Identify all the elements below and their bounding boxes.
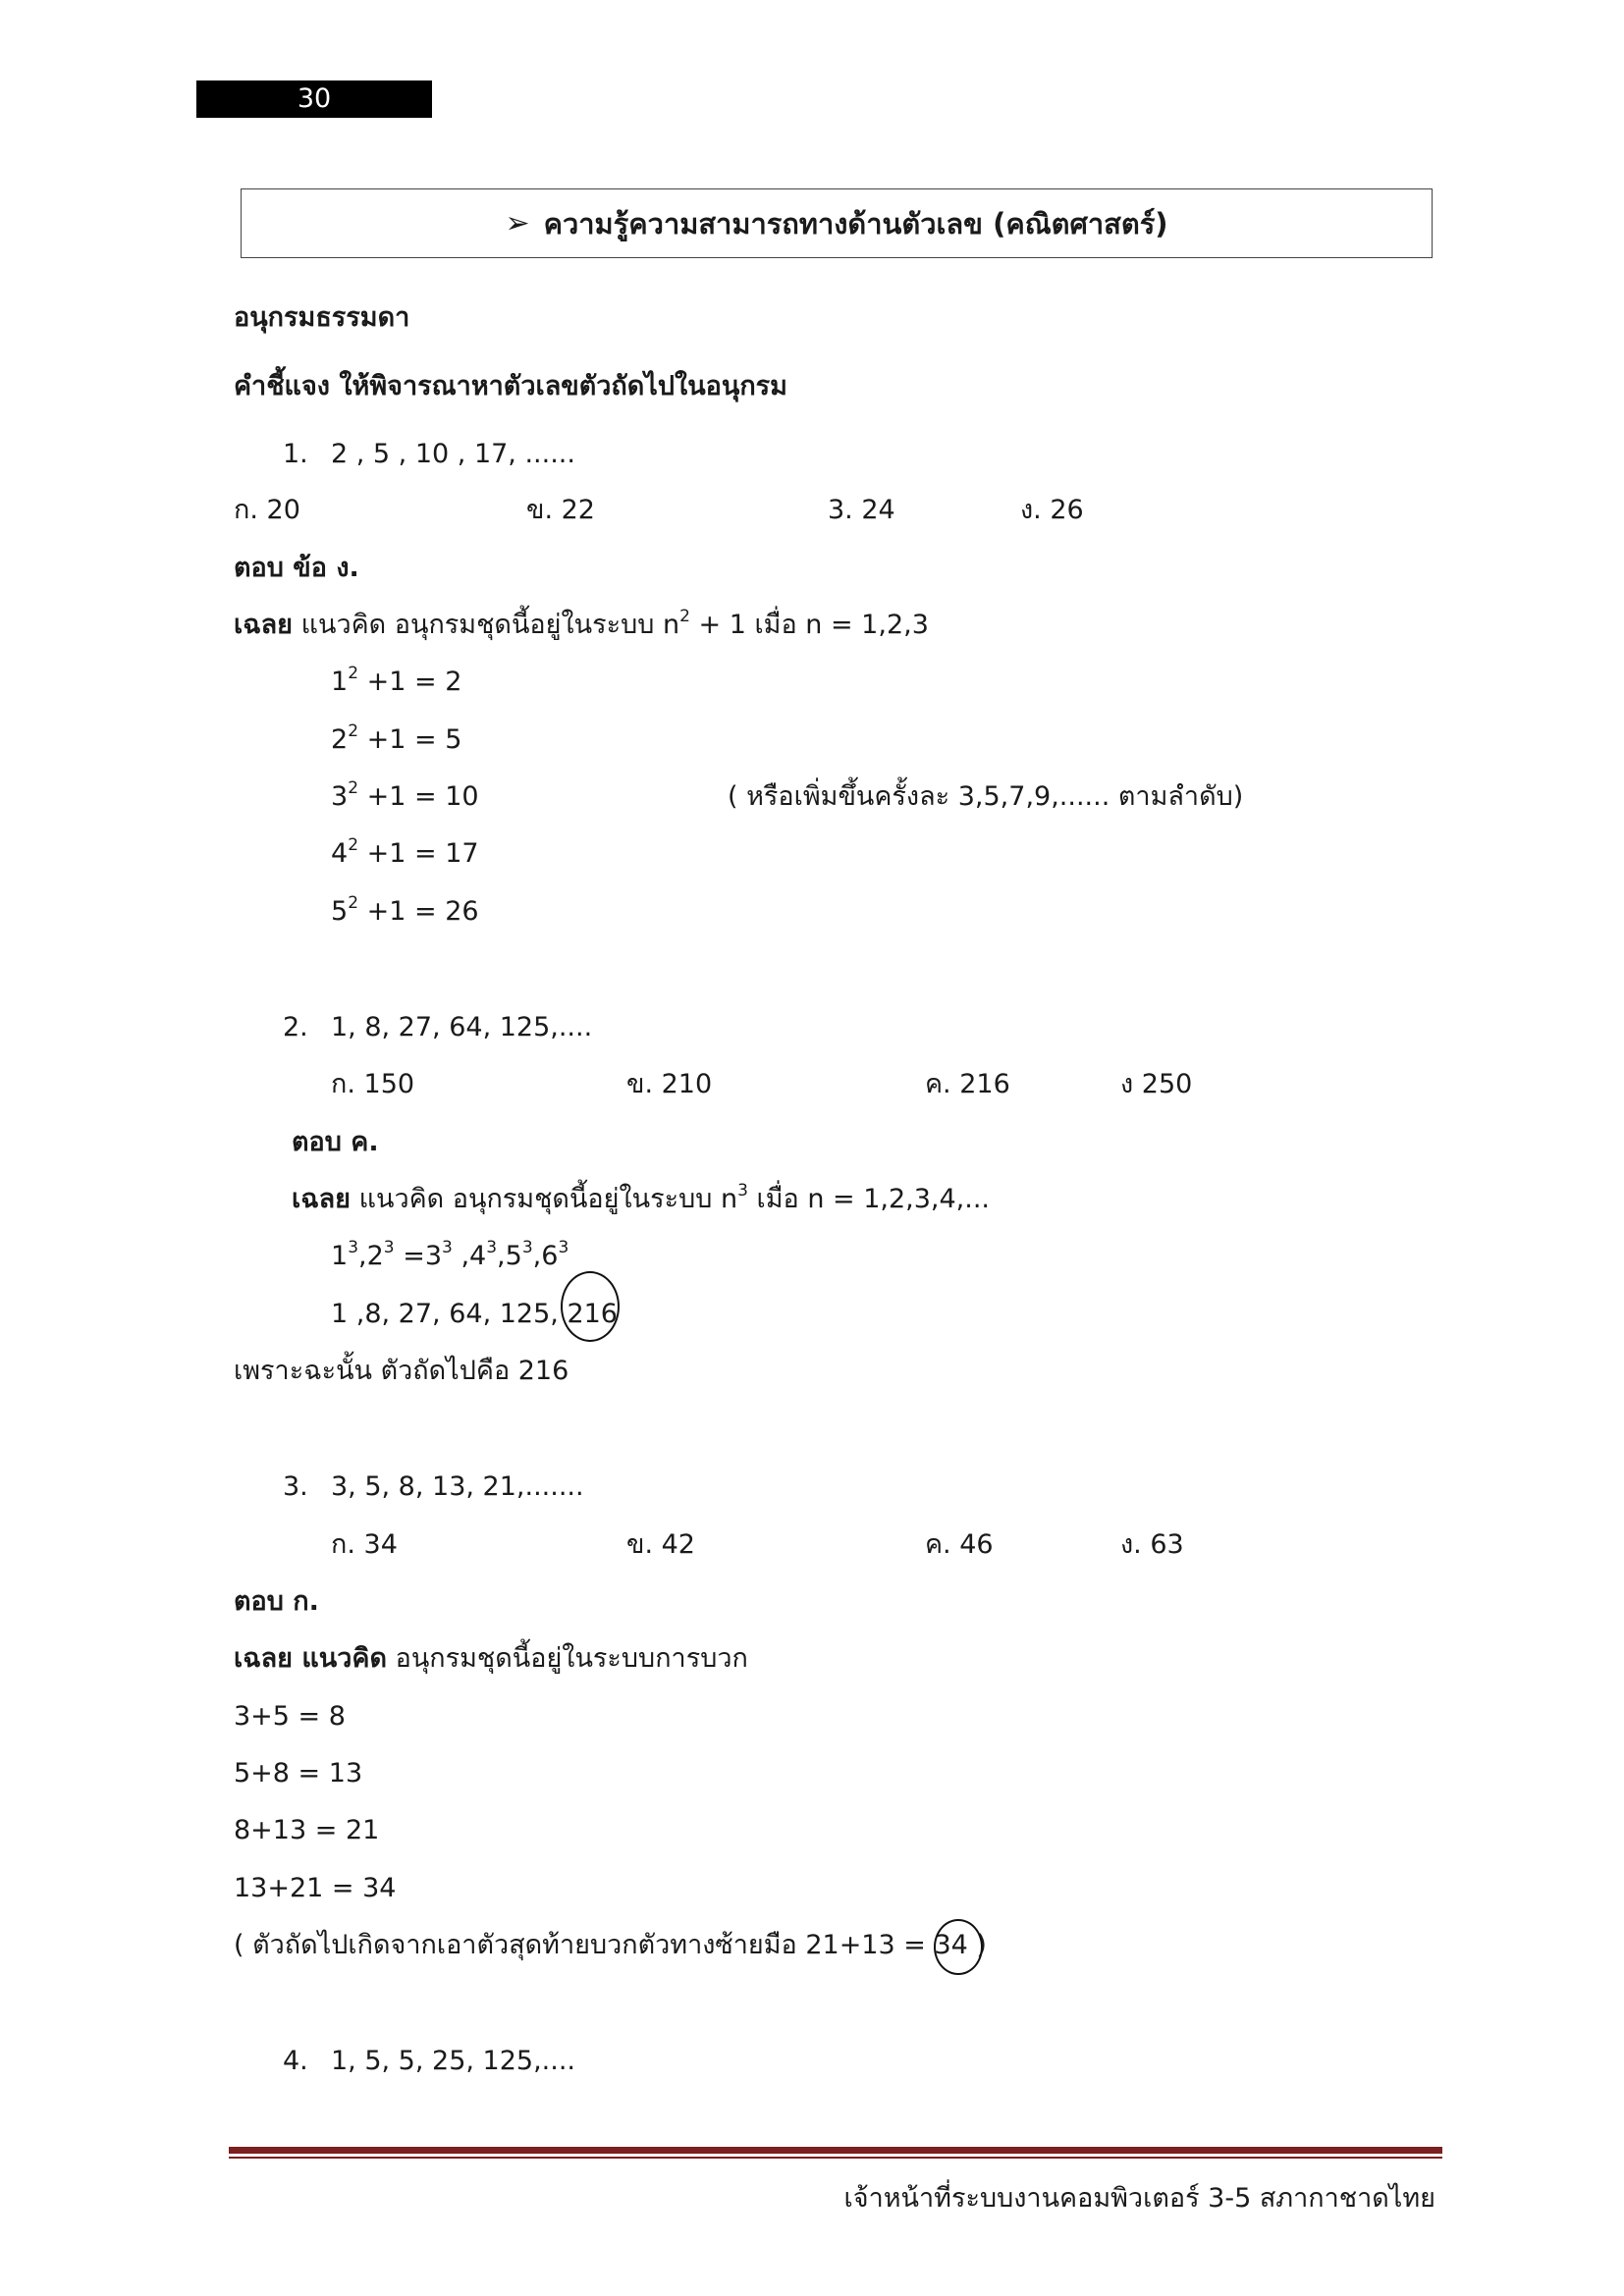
q1-solution-label: เฉลย: [234, 610, 293, 640]
q1-number: 1.: [283, 439, 308, 469]
q2-choice-a: ก. 150: [331, 1069, 415, 1099]
heading: อนุกรมธรรมดา: [234, 302, 410, 333]
q3-circled-value: 34: [934, 1930, 968, 1960]
page-number: 30: [196, 80, 432, 118]
section-title-box: [241, 188, 1433, 258]
q2-answer: ตอบ ค.: [292, 1127, 379, 1157]
q3-note: ( ตัวถัดไปเกิดจากเอาตัวสุดท้ายบวกตัวทางซ้ายมือ 21+13 = 34 ): [234, 1930, 987, 1960]
q4-sequence: 1, 5, 5, 25, 125,....: [331, 2046, 575, 2076]
q4-number: 4.: [283, 2046, 308, 2076]
footer-text: เจ้าหน้าที่ระบบงานคอมพิวเตอร์ 3-5 สภากาชาดไทย: [843, 2183, 1435, 2214]
q2-solution: เฉลย แนวคิด อนุกรมชุดนี้อยู่ในระบบ $n^3$ เมื่อ n = 1,2,3,4,...: [292, 1181, 991, 1214]
q3-sequence: 3, 5, 8, 13, 21,.......: [331, 1471, 584, 1502]
q3-answer: ตอบ ก.: [234, 1586, 319, 1617]
q3-choice-c: ค. 46: [925, 1529, 994, 1560]
q1-note: ( หรือเพิ่มขึ้นครั้งละ 3,5,7,9,...... ตามลำดับ): [728, 781, 1244, 812]
arrow-right-icon: ➢: [505, 205, 530, 240]
q3-step: 3+5 = 8: [234, 1701, 346, 1732]
q1-step: $1^2 +1 = 2$: [331, 664, 462, 697]
q3-choice-a: ก. 34: [331, 1529, 398, 1560]
q2-values: 1 ,8, 27, 64, 125, 216: [331, 1299, 618, 1329]
q2-answer-circle: [561, 1271, 620, 1342]
instruction: คำชี้แจง ให้พิจารณาหาตัวเลขตัวถัดไปในอนุกรม: [234, 371, 787, 401]
q1-choice-b: ข. 22: [526, 495, 595, 525]
q1-step: $4^2 +1 = 17$: [331, 835, 479, 869]
footer-rule: [229, 2147, 1442, 2154]
q3-choice-d: ง. 63: [1120, 1529, 1184, 1560]
q3-step: 5+8 = 13: [234, 1758, 363, 1789]
q2-choice-b: ข. 210: [626, 1069, 713, 1099]
q1-answer: ตอบ ข้อ ง.: [234, 553, 359, 583]
q2-choice-c: ค. 216: [925, 1069, 1010, 1099]
q2-solution-label: เฉลย: [292, 1184, 351, 1214]
q3-number: 3.: [283, 1471, 308, 1502]
q1-step: $5^2 +1 = 26$: [331, 893, 479, 927]
q1-solution: เฉลย แนวคิด อนุกรมชุดนี้อยู่ในระบบ $n^2 + 1$ เมื่อ n = 1,2,3: [234, 607, 929, 640]
q3-answer-circle: [934, 1919, 983, 1975]
footer-rule-thin: [229, 2157, 1442, 2159]
q3-solution: เฉลย แนวคิด อนุกรมชุดนี้อยู่ในระบบการบวก: [234, 1643, 748, 1674]
q2-powers: $1^3,2^3 =3^3$ $,4^3,5^3,6^3$: [331, 1238, 569, 1271]
q2-choice-d: ง 250: [1120, 1069, 1193, 1099]
q3-step: 13+21 = 34: [234, 1873, 397, 1903]
q1-sequence: 2 , 5 , 10 , 17, ......: [331, 439, 575, 469]
q1-step: $2^2 +1 = 5$: [331, 721, 462, 755]
q2-sequence: 1, 8, 27, 64, 125,....: [331, 1012, 593, 1042]
q2-conclusion: เพราะฉะนั้น ตัวถัดไปคือ 216: [234, 1356, 569, 1386]
section-title: ความรู้ความสามารถทางด้านตัวเลข (คณิตศาสตร์): [543, 206, 1168, 240]
q1-choice-a: ก. 20: [234, 495, 300, 525]
q1-choice-c: 3. 24: [828, 495, 895, 525]
q2-circled-value: 216: [567, 1299, 618, 1329]
q1-step: $3^2 +1 = 10$: [331, 778, 479, 812]
q3-step: 8+13 = 21: [234, 1815, 380, 1845]
q3-choice-b: ข. 42: [626, 1529, 695, 1560]
q1-choice-d: ง. 26: [1020, 495, 1084, 525]
q2-number: 2.: [283, 1012, 308, 1042]
